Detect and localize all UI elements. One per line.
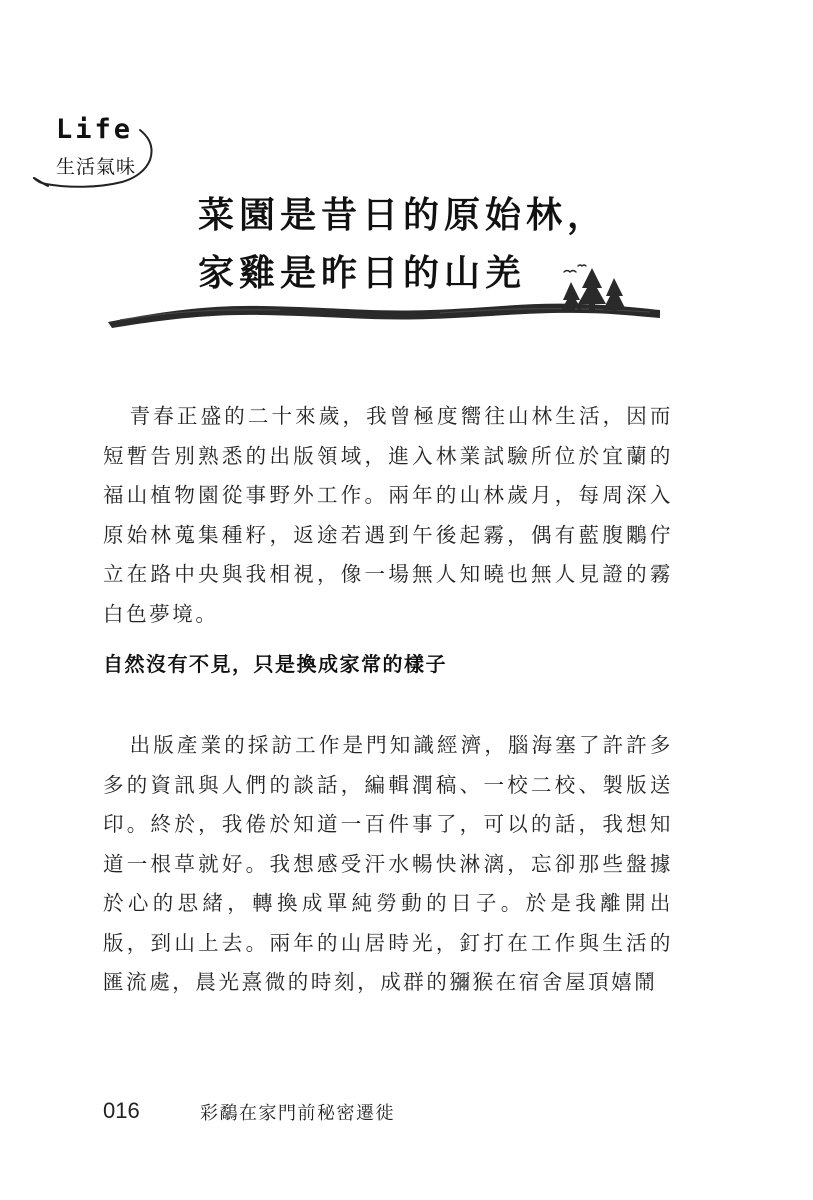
brush-stroke-underline: [108, 304, 660, 328]
running-title: 彩鷸在家門前秘密遷徙: [200, 1103, 395, 1124]
page-number: 016: [103, 1098, 140, 1123]
chapter-title-line-2: 家雞是昨日的山羌: [198, 252, 527, 294]
title-decoration: [0, 0, 813, 360]
badge-subtitle: 生活氣味: [56, 156, 137, 178]
section-subheading: 自然沒有不見，只是換成家常的樣子: [103, 652, 447, 676]
badge-title: Life: [56, 114, 134, 145]
chapter-title-line-1: 菜園是昔日的原始林，: [198, 194, 609, 236]
body-paragraph-2: 出版產業的採訪工作是門知識經濟，腦海塞了許許多多的資訊與人們的談話，編輯潤稿、一校二校、製版送印。終於，我倦於知道一百件事了，可以的話，我想知道一根草就好。我想感受汗水暢快淋漓，忘卻那些盤據於心的思緒，轉換成單純勞動的日子。於是我離開出版，到山上去。兩年的山居時光，釘打在工作與生活的匯流處，晨光熹微的時刻，成群的獼猴在宿舍屋頂嬉鬧: [103, 733, 673, 994]
birds-icon: [564, 265, 586, 272]
body-paragraph-1: 青春正盛的二十來歲，我曾極度嚮往山林生活，因而短暫告別熟悉的出版領域，進入林業試驗所位於宜蘭的福山植物園從事野外工作。兩年的山林歲月，每周深入原始林蒐集種籽，返途若遇到午後起霧，偶有藍腹鷴佇立在路中央與我相視，像一場無人知曉也無人見證的霧白色夢境。: [103, 404, 673, 626]
pine-trees-icon: [560, 268, 626, 314]
